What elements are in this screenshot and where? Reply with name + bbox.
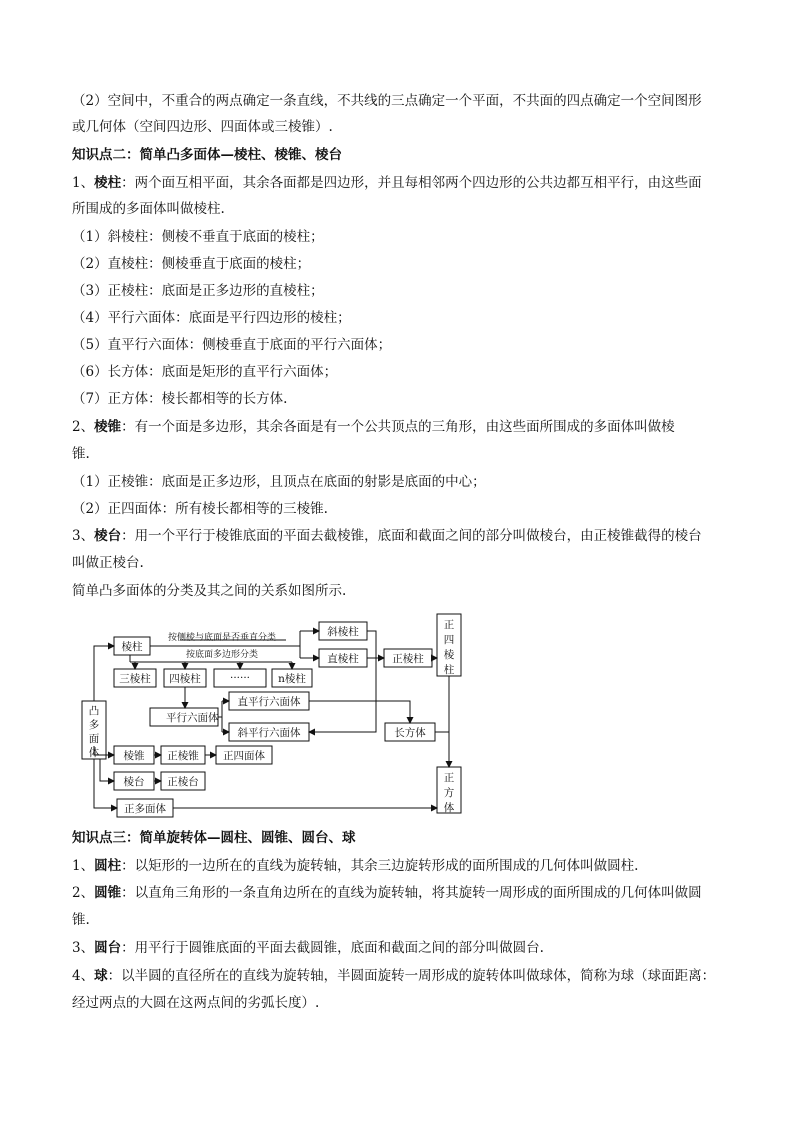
section-heading-polyhedra: 知识点二：简单凸多面体—棱柱、棱锥、棱台 xyxy=(72,147,342,163)
diagram-labels xyxy=(119,625,426,815)
paragraph-point-determination-cont: 或几何体（空间四边形、四面体或三棱锥）. xyxy=(72,119,333,135)
node-right-prism: 直棱柱 xyxy=(327,653,359,665)
label-classify-by-base: 按底面多边形分类 xyxy=(185,650,259,660)
list-item-regular-tetrahedron: （2）正四面体：所有棱长都相等的三棱锥. xyxy=(72,501,328,517)
node-right-parallelepiped: 直平行六面体 xyxy=(237,696,301,708)
node-triangular-prism: 三棱柱 xyxy=(119,673,151,685)
list-item-oblique-prism: （1）斜棱柱：侧棱不垂直于底面的棱柱； xyxy=(72,229,324,245)
term-prism: 棱柱 xyxy=(94,175,122,191)
node-regular-tetrahedron: 正四面体 xyxy=(223,750,265,762)
node-prism: 棱柱 xyxy=(121,641,143,653)
term-pyramid: 棱锥 xyxy=(94,419,122,435)
node-oblique-prism: 斜棱柱 xyxy=(327,626,359,638)
node-pyramid: 棱锥 xyxy=(123,750,145,762)
list-item-regular-pyramid: （1）正棱锥：底面是正多边形，且顶点在底面的射影是底面的中心； xyxy=(72,474,486,490)
list-item-regular-prism: （3）正棱柱：底面是正多边形的直棱柱； xyxy=(72,283,324,299)
term-cylinder: 圆柱 xyxy=(94,858,122,874)
node-regular-quadrangular-prism: 正四棱柱 xyxy=(443,619,455,676)
definition-frustum: 3、棱台：用一个平行于棱锥底面的平面去截棱锥，底面和截面之间的部分叫做棱台，由正棱锥截得的棱台 xyxy=(72,528,702,544)
node-quadrangular-prism: 四棱柱 xyxy=(169,673,201,685)
definition-truncated-cone: 3、圆台：用平行于圆锥底面的平面去截圆锥，底面和截面之间的部分叫做圆台. xyxy=(72,940,544,956)
node-frustum: 棱台 xyxy=(123,776,145,788)
section-heading-rotation-bodies: 知识点三：简单旋转体—圆柱、圆锥、圆台、球 xyxy=(72,830,356,846)
term-truncated-cone: 圆台 xyxy=(94,940,122,956)
list-item-parallelepiped: （4）平行六面体：底面是平行四边形的棱柱； xyxy=(72,310,351,326)
node-cube: 正方体 xyxy=(443,772,455,814)
node-n-prism: n棱柱 xyxy=(278,673,306,685)
node-regular-pyramid: 正棱锥 xyxy=(167,750,199,762)
definition-prism: 1、棱柱：两个面互相平面，其余各面都是四边形，并且每相邻两个四边形的公共边都互相平行，由这些面 xyxy=(72,175,702,191)
definition-pyramid-cont: 锥. xyxy=(72,446,90,462)
list-item-cube: （7）正方体：棱长都相等的长方体. xyxy=(72,391,288,407)
node-convex-polyhedron: 凸多面体 xyxy=(88,705,100,759)
term-sphere: 球 xyxy=(94,968,108,984)
list-item-right-prism: （2）直棱柱：侧棱垂直于底面的棱柱； xyxy=(72,256,311,272)
diagram-intro: 简单凸多面体的分类及其之间的关系如图所示. xyxy=(72,583,347,599)
definition-cone-cont: 锥. xyxy=(72,912,90,928)
term-frustum: 棱台 xyxy=(94,528,122,544)
node-regular-polyhedron: 正多面体 xyxy=(124,803,166,815)
node-regular-prism: 正棱柱 xyxy=(392,653,424,665)
label-classify-by-edge: 按侧棱与底面是否垂直分类 xyxy=(167,633,277,643)
definition-sphere: 4、球：以半圆的直径所在的直线为旋转轴，半圆面旋转一周形成的旋转体叫做球体，简称为球（球面距离： xyxy=(72,968,716,984)
node-oblique-parallelepiped: 斜平行六面体 xyxy=(237,727,301,739)
term-cone: 圆锥 xyxy=(94,885,122,901)
definition-sphere-cont: 经过两点的大圆在这两点间的劣弧长度）. xyxy=(72,995,320,1011)
node-regular-frustum: 正棱台 xyxy=(167,776,199,788)
list-item-cuboid: （6）长方体：底面是矩形的直平行六面体； xyxy=(72,364,338,380)
list-item-right-parallelepiped: （5）直平行六面体：侧棱垂直于底面的平行六面体； xyxy=(72,337,392,353)
node-parallelepiped: 平行六面体 xyxy=(166,712,219,724)
node-cuboid: 长方体 xyxy=(394,727,426,739)
definition-prism-cont: 所围成的多面体叫做棱柱. xyxy=(72,201,225,217)
definition-frustum-cont: 叫做正棱台. xyxy=(72,555,144,571)
definition-pyramid: 2、棱锥：有一个面是多边形，其余各面是有一个公共顶点的三角形，由这些面所围成的多面体叫做棱 xyxy=(72,419,675,435)
definition-cylinder: 1、圆柱：以矩形的一边所在的直线为旋转轴，其余三边旋转形成的面所围成的几何体叫做圆柱. xyxy=(72,858,639,874)
node-ellipsis: ······ xyxy=(229,672,251,684)
definition-cone: 2、圆锥：以直角三角形的一条直角边所在的直线为旋转轴，将其旋转一周形成的面所围成的几何体叫做圆 xyxy=(72,885,702,901)
paragraph-point-determination: （2）空间中，不重合的两点确定一条直线，不共线的三点确定一个平面，不共面的四点确定一个空间图形 xyxy=(72,93,702,109)
